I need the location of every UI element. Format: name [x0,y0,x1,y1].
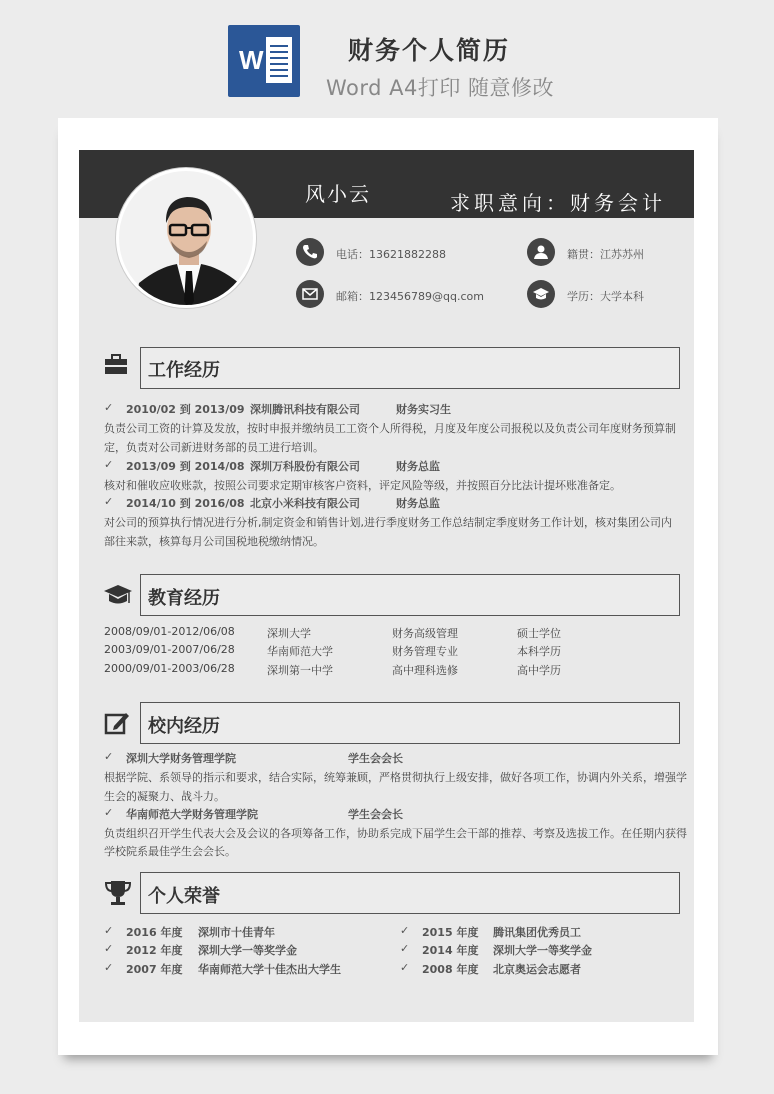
check-icon: ✓ [104,401,114,414]
email-icon [296,280,324,308]
section-work-box [140,347,680,389]
edu-major: 财务高级管理 [392,627,458,640]
honor-name: 深圳市十佳青年 [198,926,275,939]
campus-desc: 生会的凝聚力、战斗力。 [104,790,225,803]
honor-name: 深圳大学一等奖学金 [493,944,592,957]
edu-degree: 本科学历 [517,645,561,658]
honor-name: 北京奥运会志愿者 [493,963,581,976]
edu-row [104,662,561,677]
work-date: 2014/10 到 2016/08 [126,497,245,510]
check-icon: ✓ [104,458,114,471]
honor-item [104,961,341,976]
section-work-title: 工作经历 [148,360,220,381]
campus-role: 学生会会长 [348,808,403,821]
edu-major: 财务管理专业 [392,645,458,658]
campus-desc: 负责组织召开学生代表大会及会议的各项筹备工作，协助系完成下届学生会干部的推荐、考察及选拔工作。在任期内获得 [104,827,687,840]
banner-subtitle: Word A4打印 随意修改 [326,76,555,100]
honor-name: 腾讯集团优秀员工 [493,926,581,939]
check-icon: ✓ [104,750,114,763]
campus-desc: 根据学院、系领导的指示和要求，结合实际，统筹兼顾，严格贯彻执行上级安排，做好各项工作，协调内外关系，增强学 [104,771,687,784]
work-company: 深圳腾讯科技有限公司 [250,403,360,416]
work-role: 财务实习生 [396,403,451,416]
honor-item [104,942,297,957]
edu-row [104,625,561,640]
education-text: 学历：大学本科 [567,290,644,303]
honor-item [400,942,592,957]
work-desc: 负责公司工资的计算及发放，按时申报并缴纳员工工资个人所得税，月度及年度公司报税以及负责公司年度财务预算制 [104,422,676,435]
graduation-cap-icon [527,280,555,308]
section-honors-title: 个人荣誉 [148,886,220,907]
honor-year: 2014 年度 [422,944,479,957]
avatar [116,168,256,308]
work-entry-1 [104,401,451,416]
campus-org: 华南师范大学财务管理学院 [126,808,258,821]
job-objective: 求职意向：财务会计 [450,191,666,215]
work-date: 2010/02 到 2013/09 [126,403,245,416]
section-honors-box [140,872,680,914]
campus-org: 深圳大学财务管理学院 [126,752,236,765]
check-icon: ✓ [104,961,114,974]
honor-year: 2007 年度 [126,963,183,976]
graduation-cap-icon [104,583,132,611]
check-icon: ✓ [104,924,114,937]
trophy-icon [104,880,132,910]
edit-icon [104,710,130,740]
check-icon: ✓ [104,806,114,819]
honor-item [104,924,275,939]
honor-item [400,924,581,939]
section-campus-box [140,702,680,744]
work-role: 财务总监 [396,497,440,510]
honor-year: 2015 年度 [422,926,479,939]
origin-text: 籍贯：江苏苏州 [567,248,644,261]
campus-entry-1 [104,750,403,765]
work-desc: 定，负责对公司新进财务部的员工进行培训。 [104,441,324,454]
work-desc: 核对和催收应收账款，按照公司要求定期审核客户资料，评定风险等级，并按照百分比法计提坏账准备定。 [104,479,621,492]
candidate-name: 风小云 [305,182,371,206]
work-company: 深圳万科股份有限公司 [250,460,360,473]
edu-row [104,643,561,658]
honor-name: 深圳大学一等奖学金 [198,944,297,957]
honor-year: 2008 年度 [422,963,479,976]
edu-school: 华南师范大学 [267,645,333,658]
edu-period: 2003/09/01-2007/06/28 [104,643,235,656]
section-campus-title: 校内经历 [148,716,220,737]
phone-icon [296,238,324,266]
honor-year: 2016 年度 [126,926,183,939]
briefcase-icon [104,354,128,380]
check-icon: ✓ [400,924,410,937]
campus-role: 学生会会长 [348,752,403,765]
word-logo-icon: W [228,25,300,97]
work-desc: 部往来款，核算每月公司国税地税缴纳情况。 [104,535,324,548]
edu-period: 2000/09/01-2003/06/28 [104,662,235,675]
honor-name: 华南师范大学十佳杰出大学生 [198,963,341,976]
edu-degree: 高中学历 [517,664,561,677]
honor-item [400,961,581,976]
edu-degree: 硕士学位 [517,627,561,640]
work-company: 北京小米科技有限公司 [250,497,360,510]
user-icon [527,238,555,266]
campus-desc: 学校院系最佳学生会会长。 [104,845,236,858]
work-entry-3 [104,495,440,510]
campus-entry-2 [104,806,403,821]
section-education-title: 教育经历 [148,588,220,609]
work-entry-2 [104,458,440,473]
banner-title: 财务个人简历 [348,36,511,65]
phone-text: 电话：13621882288 [336,248,446,261]
edu-school: 深圳第一中学 [267,664,333,677]
check-icon: ✓ [104,942,114,955]
email-text: 邮箱：123456789@qq.com [336,290,484,303]
edu-period: 2008/09/01-2012/06/08 [104,625,235,638]
section-education-box [140,574,680,616]
honor-year: 2012 年度 [126,944,183,957]
top-banner [0,0,774,110]
work-role: 财务总监 [396,460,440,473]
work-date: 2013/09 到 2014/08 [126,460,245,473]
check-icon: ✓ [400,942,410,955]
check-icon: ✓ [400,961,410,974]
check-icon: ✓ [104,495,114,508]
edu-major: 高中理科选修 [392,664,458,677]
edu-school: 深圳大学 [267,627,311,640]
work-desc: 对公司的预算执行情况进行分析,制定资金和销售计划,进行季度财务工作总结制定季度财务工作计划，核对集团公司内 [104,516,672,529]
